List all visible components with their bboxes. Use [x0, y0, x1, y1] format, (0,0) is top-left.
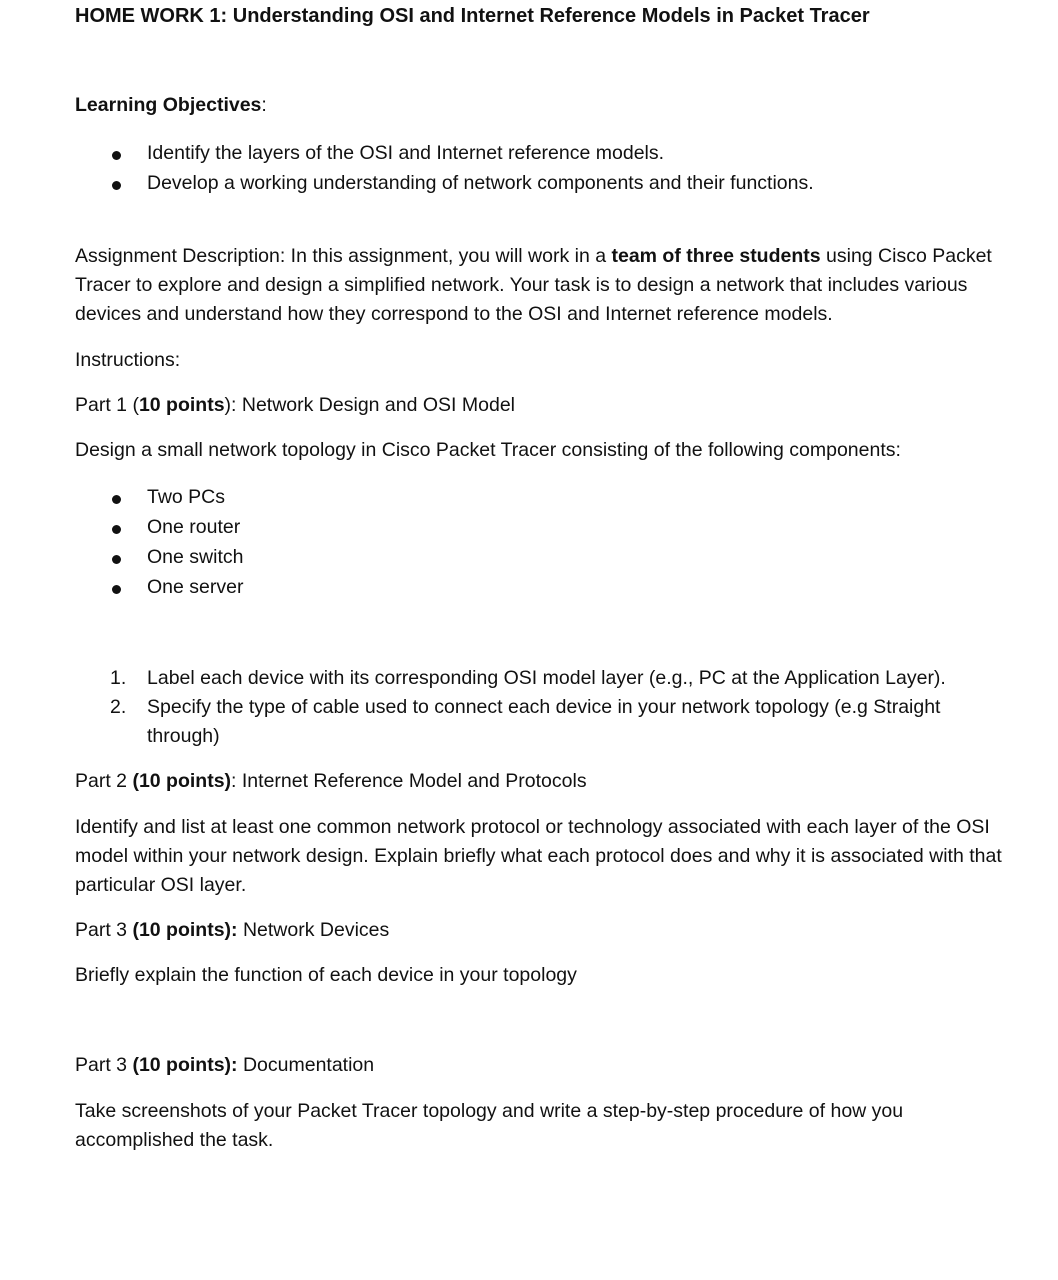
part2-heading: [75, 767, 587, 796]
description-suffix: using Cisco Packet Tracer to explore and design a simplified network. Your task is to design a network that includes various devices and understand how they correspond to the OSI and Internet reference models.: [75, 245, 992, 325]
task-text: Specify the type of cable used to connect each device in your network topology (e.g Straight through): [147, 696, 941, 747]
components-list: [0, 483, 243, 603]
description-team-emphasis: team of three students: [611, 245, 821, 267]
part4-heading: [75, 1051, 374, 1080]
objectives-heading-colon: :: [261, 94, 267, 116]
part3-suffix: Network Devices: [237, 919, 390, 941]
part1-points: 10 points: [138, 394, 225, 416]
part1-suffix: ): Network Design and OSI Model: [224, 394, 515, 416]
part2-body: Identify and list at least one common network protocol or technology associated with each layer of the OSI model within your network design. Explain briefly what each protocol does and why it is associated with that particular OSI layer.: [75, 816, 1002, 896]
instructions-label: Instructions:: [75, 349, 181, 371]
list-item: [0, 693, 977, 751]
part4-points: (10 points):: [132, 1054, 238, 1076]
objective-text: Identify the layers of the OSI and Internet reference models.: [147, 142, 665, 164]
task-number: 1.: [110, 667, 127, 689]
list-item: [0, 139, 814, 169]
list-item: [0, 513, 243, 543]
assignment-description: [75, 242, 1025, 329]
list-item: [0, 543, 243, 573]
bullet-icon: [112, 151, 121, 160]
part4-prefix: Part 3: [75, 1054, 133, 1076]
part3-body: Briefly explain the function of each device in your topology: [75, 964, 577, 986]
part4-suffix: Documentation: [237, 1054, 375, 1076]
objectives-heading-label: Learning Objectives: [75, 94, 262, 116]
document-title: HOME WORK 1: Understanding OSI and Internet Reference Models in Packet Tracer: [75, 5, 870, 27]
part2-points: (10 points): [132, 770, 232, 792]
list-item: [0, 573, 243, 603]
description-prefix: Assignment Description: In this assignment, you will work in a: [75, 245, 612, 267]
component-text: One server: [147, 576, 244, 598]
task-number: 2.: [110, 696, 127, 718]
component-text: One router: [147, 516, 241, 538]
part2-prefix: Part 2: [75, 770, 133, 792]
list-item: [0, 664, 977, 693]
part3-prefix: Part 3: [75, 919, 133, 941]
objectives-list: [0, 139, 814, 199]
list-item: [0, 483, 243, 513]
bullet-icon: [112, 495, 121, 504]
part1-task-list: [0, 664, 977, 751]
list-item: [0, 169, 814, 199]
part2-suffix: : Internet Reference Model and Protocols: [231, 770, 587, 792]
part1-heading: [75, 391, 515, 420]
part4-body: Take screenshots of your Packet Tracer topology and write a step-by-step procedure of how you accomplished the task.: [75, 1100, 904, 1151]
component-text: Two PCs: [147, 486, 226, 508]
part3-heading: [75, 916, 389, 945]
part3-points: (10 points):: [132, 919, 238, 941]
bullet-icon: [112, 525, 121, 534]
objectives-heading: [75, 91, 267, 120]
task-text: Label each device with its corresponding OSI model layer (e.g., PC at the Application Layer).: [147, 667, 946, 689]
bullet-icon: [112, 585, 121, 594]
bullet-icon: [112, 181, 121, 190]
part1-prefix: Part 1 (: [75, 394, 139, 416]
component-text: One switch: [147, 546, 244, 568]
objective-text: Develop a working understanding of network components and their functions.: [147, 172, 814, 194]
part1-intro: Design a small network topology in Cisco Packet Tracer consisting of the following components:: [75, 439, 901, 461]
bullet-icon: [112, 555, 121, 564]
